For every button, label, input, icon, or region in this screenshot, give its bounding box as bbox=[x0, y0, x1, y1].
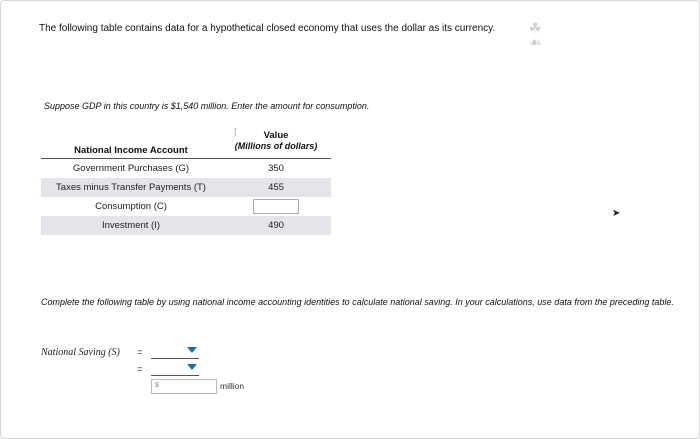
chevron-down-icon bbox=[187, 364, 197, 370]
consumption-cell bbox=[221, 197, 331, 216]
col-header-value bbox=[221, 124, 331, 159]
national-saving-label bbox=[41, 347, 120, 358]
saving-dropdown-2[interactable] bbox=[151, 363, 199, 376]
value-investment: 490 bbox=[221, 216, 331, 235]
table-row bbox=[41, 178, 331, 197]
consumption-input[interactable] bbox=[253, 199, 299, 214]
equals-sign: = bbox=[137, 347, 143, 357]
unit-label: million bbox=[220, 381, 245, 391]
mouse-pointer-icon: ➤ bbox=[612, 208, 621, 219]
question-consumption: Suppose GDP in this country is $1,540 million. Enter the amount for consumption. bbox=[44, 101, 370, 111]
national-income-table bbox=[41, 124, 331, 235]
question-national-saving: Complete the following table by using national income accounting identities to calculate national saving. In your calculations, use data from the preceding table. bbox=[41, 297, 674, 307]
col-header-value-label: Value bbox=[263, 129, 289, 141]
watermark-icon: ☘ ☙ bbox=[528, 20, 542, 50]
chevron-down-icon bbox=[187, 347, 197, 353]
table-row bbox=[41, 197, 331, 216]
equals-sign: = bbox=[137, 364, 143, 374]
col-header-account: National Income Account bbox=[41, 124, 221, 159]
national-saving-text: National Saving (S) bbox=[41, 347, 120, 358]
value-government: 350 bbox=[268, 163, 284, 174]
col-header-value-unit: (Millions of dollars) bbox=[234, 140, 318, 151]
cursor-icon: ⌈ bbox=[234, 127, 238, 137]
table-row bbox=[41, 159, 331, 179]
saving-amount-input[interactable] bbox=[151, 379, 217, 394]
table-row bbox=[41, 216, 331, 235]
currency-symbol: $ bbox=[155, 382, 159, 389]
account-taxes: Taxes minus Transfer Payments (T) bbox=[41, 178, 221, 197]
account-consumption: Consumption (C) bbox=[95, 201, 167, 212]
account-investment: Investment (I) bbox=[41, 216, 221, 235]
saving-dropdown-1[interactable] bbox=[151, 346, 199, 359]
intro-text: The following table contains data for a hypothetical closed economy that uses the dollar as its currency. bbox=[39, 23, 496, 34]
value-taxes: 455 bbox=[221, 178, 331, 197]
account-government: Government Purchases (G) bbox=[72, 163, 190, 174]
